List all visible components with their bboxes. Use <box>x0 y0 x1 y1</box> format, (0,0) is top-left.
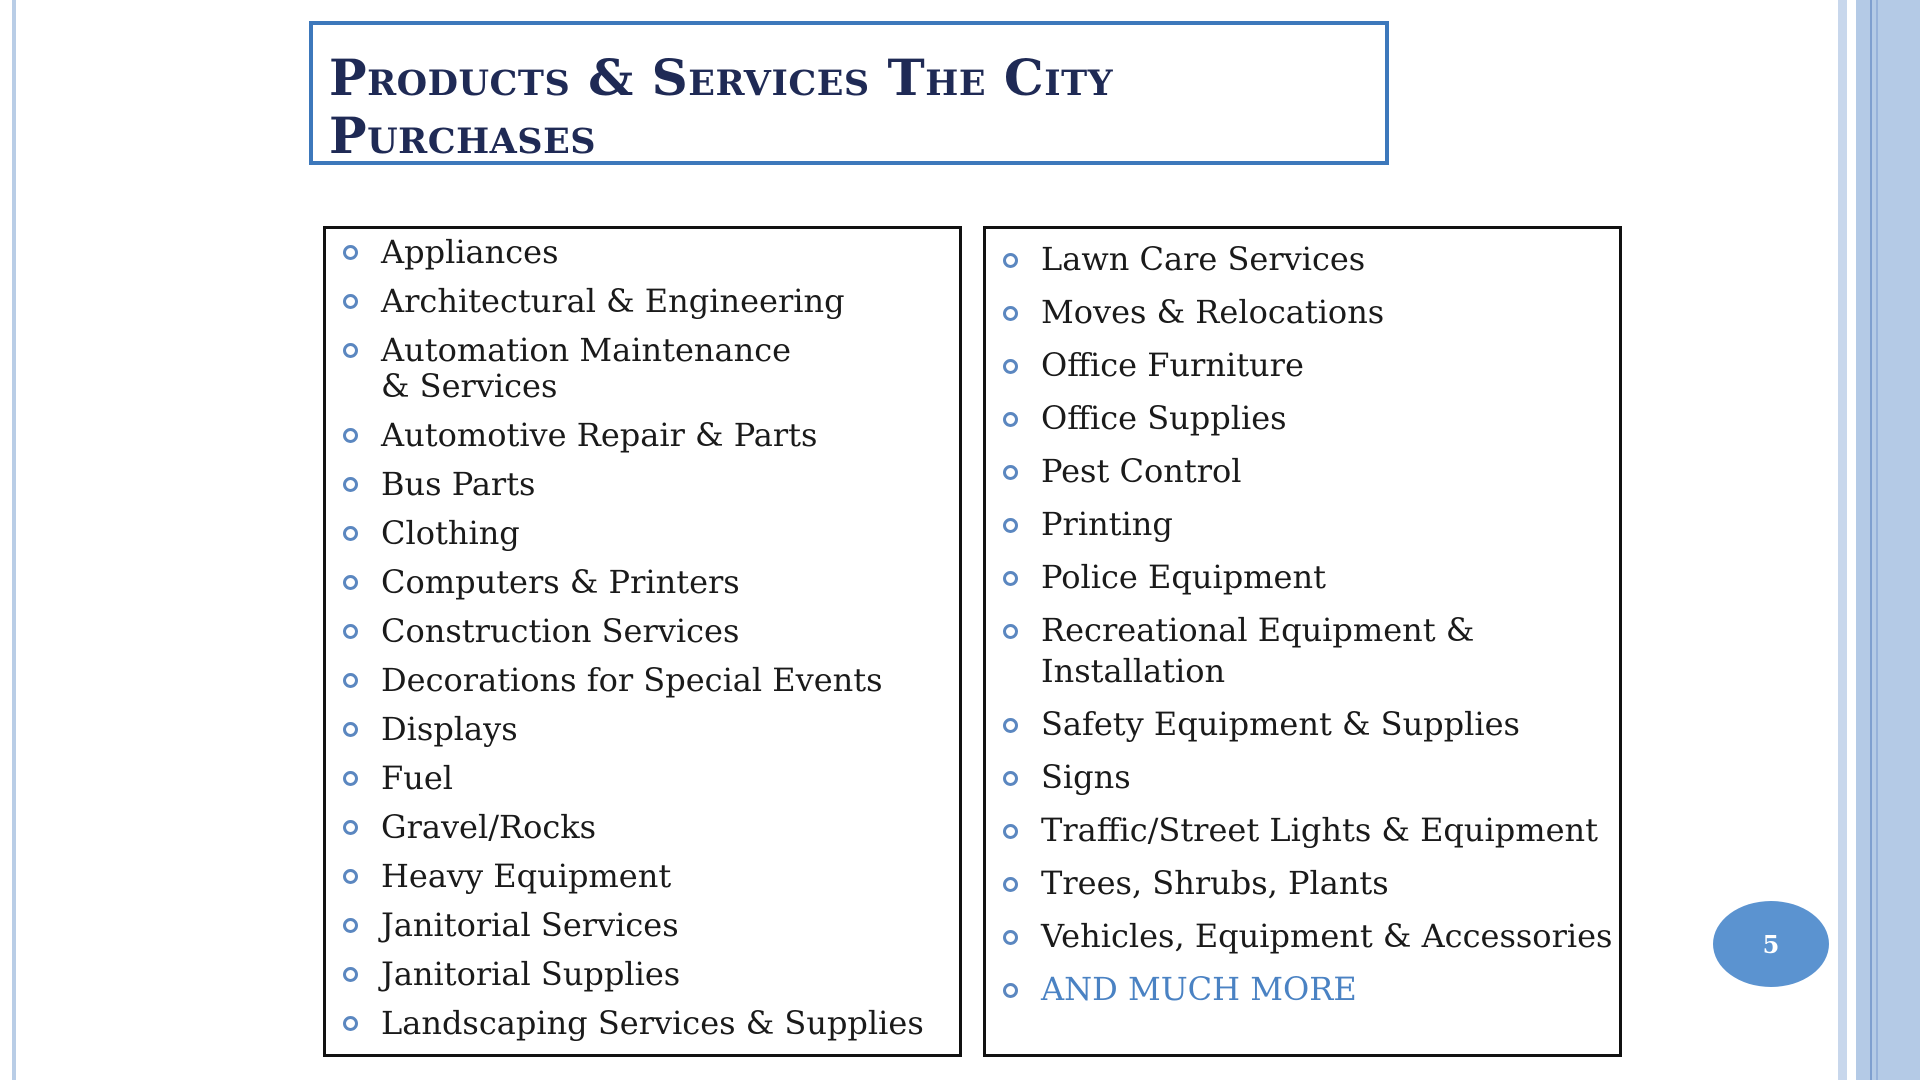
list-item-label: Lawn Care Services <box>1041 240 1366 278</box>
list-item-label: Architectural & Engineering <box>381 282 845 320</box>
bullet-icon <box>1003 518 1018 533</box>
list-item <box>326 234 959 270</box>
bullet-icon <box>1003 306 1018 321</box>
bullet-icon <box>343 820 358 835</box>
list-item <box>326 956 959 992</box>
bullet-icon <box>1003 624 1018 639</box>
list-item <box>326 332 801 404</box>
bullet-icon <box>343 575 358 590</box>
list-item <box>326 760 959 796</box>
list-item-label: Clothing <box>381 514 520 552</box>
bullet-icon <box>1003 983 1018 998</box>
right-band-decoration <box>1856 0 1920 1080</box>
list-item-label: Recreational Equipment & Installation <box>1041 611 1475 690</box>
list-item-label: AND MUCH MORE <box>1041 970 1357 1008</box>
bullet-icon <box>1003 465 1018 480</box>
list-item <box>326 858 959 894</box>
list-item-label: Gravel/Rocks <box>381 808 597 846</box>
bullet-icon <box>343 526 358 541</box>
list-item <box>326 564 959 600</box>
list-item-label: Police Equipment <box>1041 558 1326 596</box>
list-item <box>986 863 1619 904</box>
list-item-label: Appliances <box>381 233 559 271</box>
bullet-icon <box>1003 930 1018 945</box>
list-item <box>326 907 959 943</box>
right-band-light-decoration <box>1838 0 1847 1080</box>
list-item-label: Landscaping Services & Supplies <box>381 1004 924 1042</box>
right-band-line-decoration <box>1870 0 1872 1080</box>
bullet-icon <box>1003 571 1018 586</box>
list-item <box>326 466 959 502</box>
list-item-more <box>986 969 1619 1010</box>
list-item <box>326 613 959 649</box>
list-item <box>986 704 1619 745</box>
list-item-label: Automotive Repair & Parts <box>381 416 818 454</box>
bullet-icon <box>343 673 358 688</box>
right-list-box <box>983 226 1622 1057</box>
bullet-icon <box>1003 412 1018 427</box>
list-item-label: Construction Services <box>381 612 740 650</box>
bullet-icon <box>343 771 358 786</box>
page-number-badge: 5 <box>1713 901 1829 987</box>
list-item-label: Moves & Relocations <box>1041 293 1385 331</box>
bullet-icon <box>343 477 358 492</box>
list-item-label: Bus Parts <box>381 465 536 503</box>
bullet-icon <box>1003 771 1018 786</box>
bullet-icon <box>343 722 358 737</box>
bullet-icon <box>1003 718 1018 733</box>
slide-title: Products & Services The City Purchases <box>329 48 1114 165</box>
bullet-icon <box>1003 877 1018 892</box>
list-item-label: Signs <box>1041 758 1131 796</box>
bullet-icon <box>343 294 358 309</box>
bullet-icon <box>343 624 358 639</box>
bullet-icon <box>343 918 358 933</box>
list-item-label: Janitorial Supplies <box>381 955 681 993</box>
list-item-label: Heavy Equipment <box>381 857 672 895</box>
list-item-label: Office Furniture <box>1041 346 1304 384</box>
list-item <box>326 662 959 698</box>
bullet-icon <box>1003 253 1018 268</box>
left-edge-decoration <box>12 0 16 1080</box>
left-list-box <box>323 226 962 1057</box>
list-item <box>326 515 959 551</box>
list-item <box>326 809 959 845</box>
list-item <box>326 711 959 747</box>
right-band-line-decoration <box>1876 0 1878 1080</box>
bullet-icon <box>343 343 358 358</box>
list-item-label: Trees, Shrubs, Plants <box>1041 864 1389 902</box>
right-list <box>986 229 1619 1010</box>
list-item-label: Safety Equipment & Supplies <box>1041 705 1520 743</box>
list-item <box>986 345 1619 386</box>
list-item-label: Fuel <box>381 759 453 797</box>
list-item <box>986 504 1619 545</box>
bullet-icon <box>1003 359 1018 374</box>
list-item-label: Automation Maintenance & Services <box>381 331 792 405</box>
list-item <box>986 610 1501 692</box>
left-list <box>326 229 959 1041</box>
bullet-icon <box>343 428 358 443</box>
list-item <box>986 757 1619 798</box>
list-item <box>986 239 1619 280</box>
bullet-icon <box>343 967 358 982</box>
list-item <box>986 557 1619 598</box>
list-item-label: Decorations for Special Events <box>381 661 883 699</box>
bullet-icon <box>343 245 358 260</box>
list-item-label: Printing <box>1041 505 1173 543</box>
list-item-label: Displays <box>381 710 518 748</box>
list-item-label: Vehicles, Equipment & Accessories <box>1041 917 1613 955</box>
list-item-label: Janitorial Services <box>381 906 679 944</box>
list-item <box>986 451 1619 492</box>
list-item <box>986 916 1619 957</box>
list-item <box>986 292 1619 333</box>
title-box <box>309 21 1389 165</box>
bullet-icon <box>343 869 358 884</box>
bullet-icon <box>1003 824 1018 839</box>
list-item-label: Pest Control <box>1041 452 1242 490</box>
list-item-label: Traffic/Street Lights & Equipment <box>1041 811 1598 849</box>
list-item <box>986 398 1619 439</box>
list-item-label: Office Supplies <box>1041 399 1287 437</box>
list-item <box>986 810 1619 851</box>
list-item <box>326 283 959 319</box>
list-item <box>326 1005 959 1041</box>
list-item <box>326 417 959 453</box>
bullet-icon <box>343 1016 358 1031</box>
list-item-label: Computers & Printers <box>381 563 740 601</box>
